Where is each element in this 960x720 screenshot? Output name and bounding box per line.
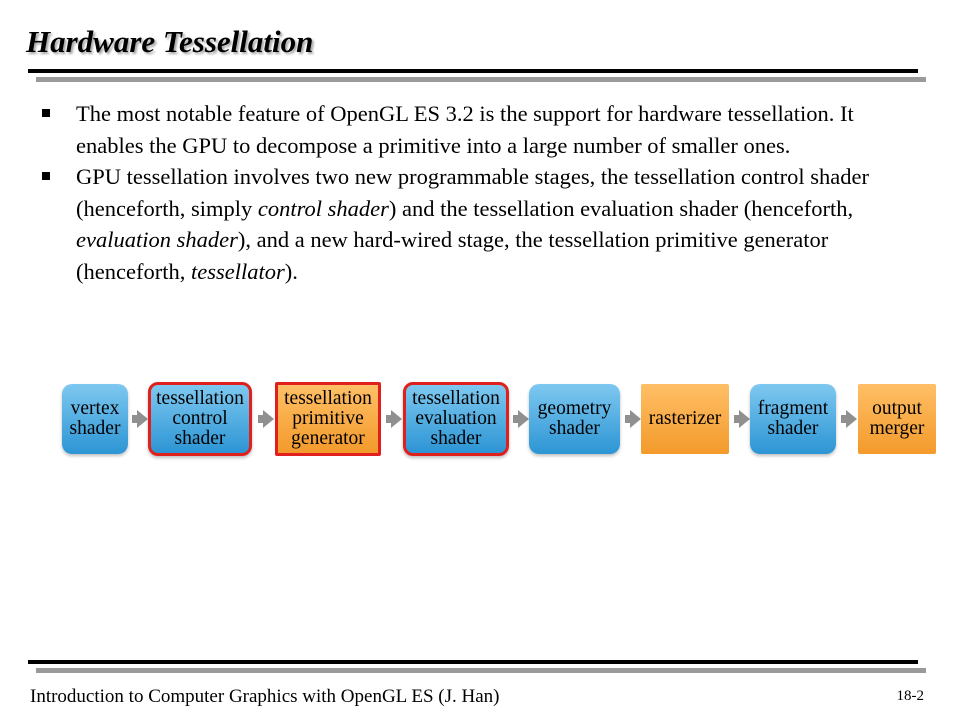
- bullet-item: [40, 161, 920, 287]
- stage-label-line: primitive: [292, 408, 364, 429]
- stage-label: [649, 409, 722, 429]
- stage-label-line: shader: [174, 428, 226, 449]
- title-divider: [28, 69, 918, 73]
- stage-label: [284, 389, 372, 449]
- stage-label-line: vertex: [70, 398, 120, 419]
- stage-label-line: tessellation: [412, 388, 500, 409]
- italic-term: evaluation shader: [76, 227, 238, 252]
- page-number: 18-2: [896, 688, 924, 704]
- pipeline-stage-output-merger: [858, 384, 936, 454]
- pipeline-stage-vertex-shader: [62, 384, 128, 454]
- right-arrow-icon: [518, 410, 529, 428]
- stage-label: [412, 389, 500, 449]
- stage-label: [870, 399, 925, 439]
- stage-label-line: tessellation: [284, 388, 372, 409]
- stage-label-line: geometry: [537, 398, 612, 419]
- footer-divider-shadow: [36, 668, 926, 673]
- text-segment: The most notable feature of OpenGL ES 3.2 is the support for hardware tessellation. It enables the GPU to decompose a primitive into a large number of smaller ones.: [76, 101, 854, 158]
- text-segment: ).: [284, 258, 298, 284]
- text-segment: GPU tessellation involves two new programmable stages, the tessellation control shader (henceforth, simply: [76, 164, 869, 221]
- right-arrow-icon: [137, 410, 148, 428]
- stage-label-line: output: [872, 398, 922, 419]
- stage-label-line: shader: [549, 418, 600, 439]
- stage-label: [538, 399, 612, 439]
- pipeline-stage-tessellation-primitive-generator: [275, 382, 381, 456]
- italic-term: tessellator: [190, 258, 285, 284]
- square-bullet-icon: [42, 109, 50, 117]
- bullet-text: [76, 164, 869, 284]
- stage-label-line: fragment: [757, 398, 829, 419]
- footer-divider: [28, 660, 918, 664]
- stage-label-line: generator: [291, 428, 365, 449]
- footer-course-title: Introduction to Computer Graphics with OpenGL ES (J. Han): [30, 686, 500, 707]
- title-divider-shadow: [36, 77, 926, 82]
- pipeline-stage-fragment-shader: [750, 384, 836, 454]
- pipeline-stage-tessellation-control-shader: [148, 382, 252, 456]
- square-bullet-icon: [42, 172, 50, 180]
- pipeline-stage-geometry-shader: [529, 384, 620, 454]
- stage-label-line: rasterizer: [648, 408, 722, 429]
- pipeline-stage-rasterizer: [641, 384, 729, 454]
- pipeline-stage-tessellation-evaluation-shader: [403, 382, 509, 456]
- stage-label-line: evaluation: [415, 408, 497, 429]
- text-segment: ) and the tessellation evaluation shader (henceforth,: [388, 195, 854, 221]
- stage-label-line: shader: [69, 418, 121, 439]
- stage-label: [70, 399, 121, 439]
- bullet-list: [40, 98, 920, 287]
- stage-label-line: shader: [430, 428, 482, 449]
- bullet-text: [76, 101, 854, 158]
- stage-label-line: shader: [767, 418, 819, 439]
- stage-label-line: control: [172, 408, 228, 429]
- text-segment: ), and a new hard-wired stage, the tessellation primitive generator (henceforth,: [76, 227, 829, 284]
- stage-label: [758, 399, 828, 439]
- bullet-item: [40, 98, 920, 161]
- right-arrow-icon: [739, 410, 750, 428]
- graphics-pipeline-diagram: [0, 380, 960, 460]
- stage-label-line: merger: [869, 418, 925, 439]
- italic-term: control shader: [257, 195, 389, 221]
- right-arrow-icon: [263, 410, 274, 428]
- right-arrow-icon: [630, 410, 641, 428]
- right-arrow-icon: [391, 410, 402, 428]
- slide-title: Hardware Tessellation: [26, 24, 314, 59]
- stage-label: [156, 389, 244, 449]
- right-arrow-icon: [846, 410, 857, 428]
- stage-label-line: tessellation: [156, 388, 244, 409]
